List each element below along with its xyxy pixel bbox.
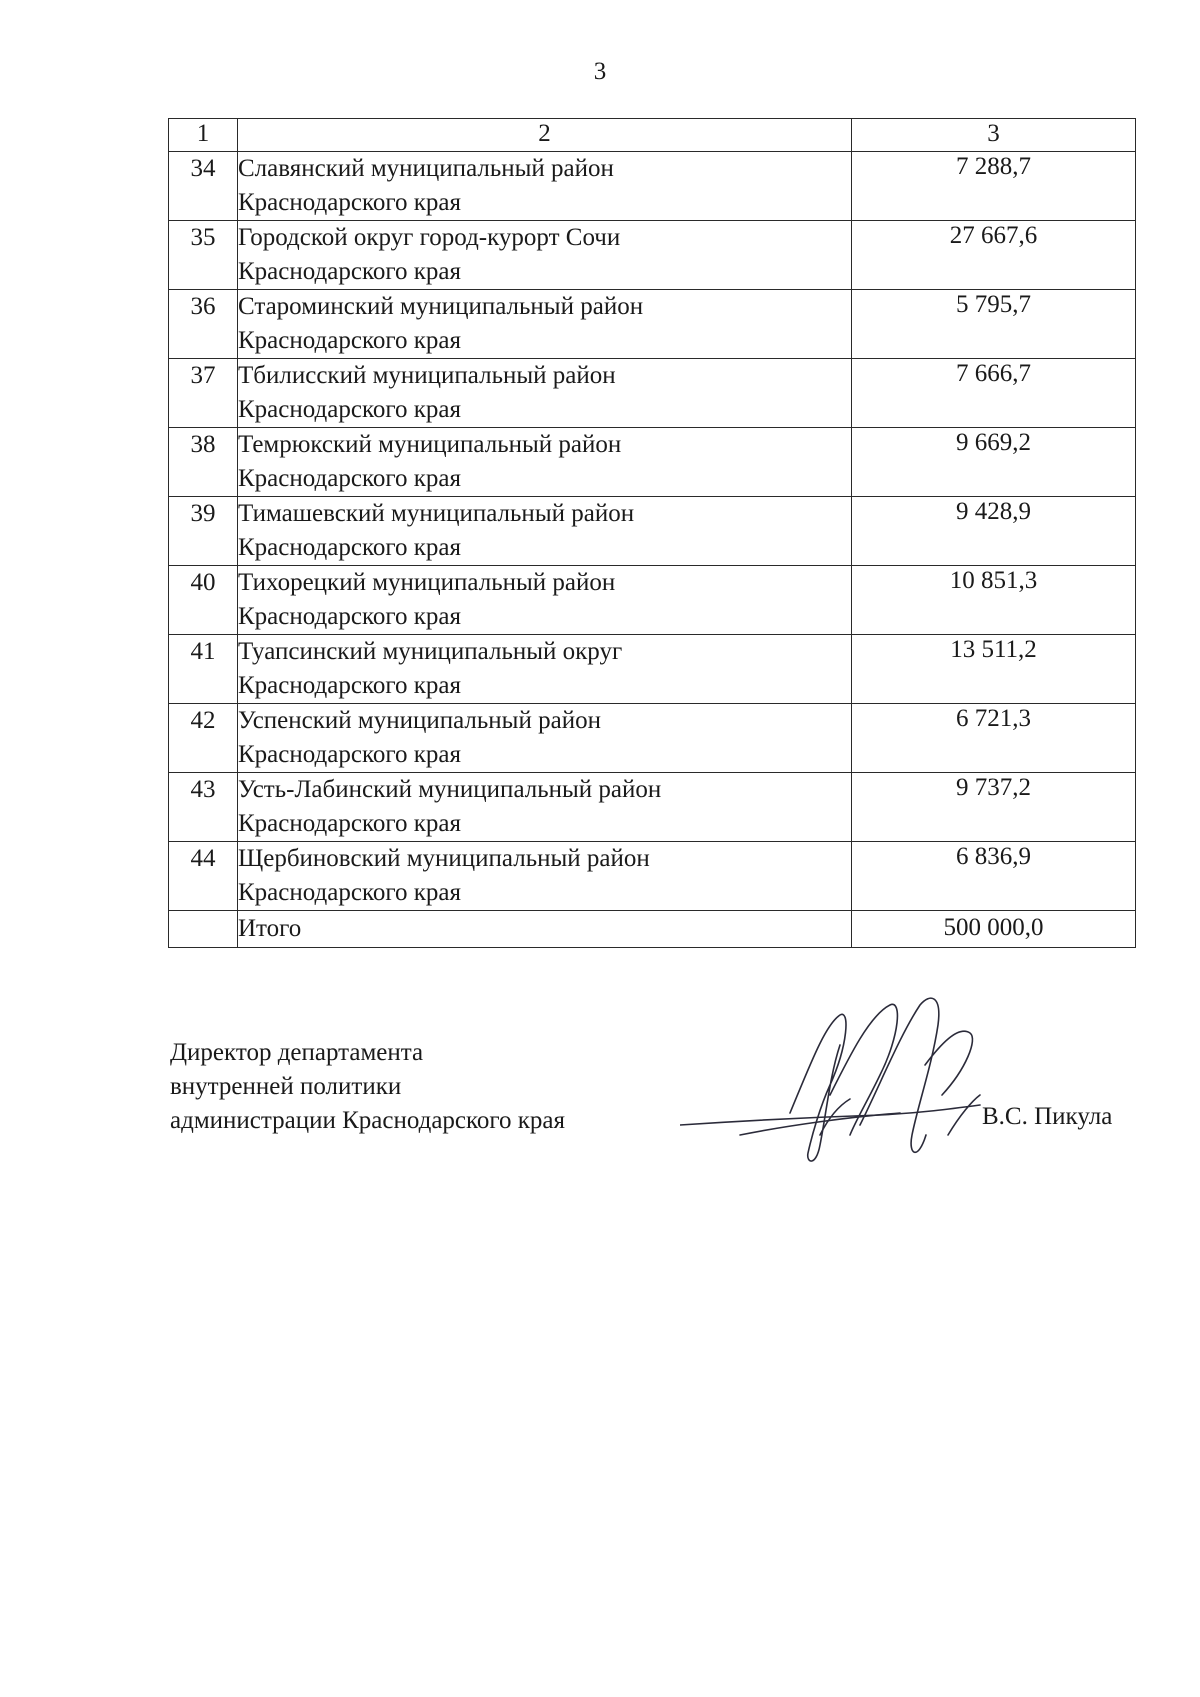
allocation-amount: 5 795,7 <box>852 290 1136 359</box>
municipality-name <box>238 842 852 911</box>
municipality-name-line: Туапсинский муниципальный округ <box>238 638 623 665</box>
municipality-name-line: Староминский муниципальный район <box>238 293 644 320</box>
allocation-amount: 7 288,7 <box>852 152 1136 221</box>
row-number: 41 <box>169 635 238 704</box>
row-number: 35 <box>169 221 238 290</box>
total-row <box>169 911 1136 948</box>
table-row <box>169 359 1136 428</box>
row-number: 36 <box>169 290 238 359</box>
municipality-name <box>238 497 852 566</box>
allocation-amount: 9 428,9 <box>852 497 1136 566</box>
municipality-name-line: Тихорецкий муниципальный район <box>238 569 616 596</box>
municipality-region-line: Краснодарского края <box>238 603 461 630</box>
row-number: 34 <box>169 152 238 221</box>
table-header-row <box>169 119 1136 152</box>
total-empty-cell <box>169 911 238 948</box>
table-row <box>169 566 1136 635</box>
table-row <box>169 704 1136 773</box>
row-number: 42 <box>169 704 238 773</box>
table-row <box>169 428 1136 497</box>
header-cell-1: 1 <box>169 119 238 152</box>
allocation-amount: 13 511,2 <box>852 635 1136 704</box>
table-row <box>169 773 1136 842</box>
municipality-region-line: Краснодарского края <box>238 189 461 216</box>
municipality-name-line: Щербиновский муниципальный район <box>238 845 650 872</box>
municipality-name <box>238 152 852 221</box>
municipality-region-line: Краснодарского края <box>238 879 461 906</box>
row-number: 44 <box>169 842 238 911</box>
table-row <box>169 290 1136 359</box>
handwritten-signature-icon <box>680 985 1000 1185</box>
municipality-region-line: Краснодарского края <box>238 672 461 699</box>
municipality-name <box>238 359 852 428</box>
municipality-name <box>238 221 852 290</box>
municipality-region-line: Краснодарского края <box>238 396 461 423</box>
municipality-name <box>238 290 852 359</box>
allocation-amount: 10 851,3 <box>852 566 1136 635</box>
municipality-name <box>238 428 852 497</box>
page-number: 3 <box>593 58 607 85</box>
municipality-name <box>238 635 852 704</box>
row-number: 37 <box>169 359 238 428</box>
total-amount: 500 000,0 <box>852 911 1136 948</box>
table-row <box>169 221 1136 290</box>
municipality-region-line: Краснодарского края <box>238 741 461 768</box>
municipality-name <box>238 704 852 773</box>
municipality-name <box>238 773 852 842</box>
municipality-region-line: Краснодарского края <box>238 465 461 492</box>
allocation-table <box>168 118 1136 948</box>
signatory-position <box>170 1036 565 1138</box>
allocation-amount: 27 667,6 <box>852 221 1136 290</box>
allocation-amount: 6 836,9 <box>852 842 1136 911</box>
row-number: 38 <box>169 428 238 497</box>
total-label: Итого <box>238 911 852 948</box>
municipality-name-line: Усть-Лабинский муниципальный район <box>238 776 662 803</box>
municipality-region-line: Краснодарского края <box>238 327 461 354</box>
municipality-name <box>238 566 852 635</box>
position-line: администрации Краснодарского края <box>170 1107 566 1134</box>
table-row <box>169 497 1136 566</box>
header-cell-3: 3 <box>852 119 1136 152</box>
allocation-amount: 9 737,2 <box>852 773 1136 842</box>
municipality-name-line: Славянский муниципальный район <box>238 155 614 182</box>
allocation-amount: 6 721,3 <box>852 704 1136 773</box>
municipality-name-line: Тимашевский муниципальный район <box>238 500 635 527</box>
allocation-amount: 9 669,2 <box>852 428 1136 497</box>
allocation-amount: 7 666,7 <box>852 359 1136 428</box>
row-number: 40 <box>169 566 238 635</box>
signer-name: В.С. Пикула <box>982 1103 1113 1130</box>
row-number: 43 <box>169 773 238 842</box>
municipality-region-line: Краснодарского края <box>238 810 461 837</box>
table-row <box>169 152 1136 221</box>
municipality-region-line: Краснодарского края <box>238 258 461 285</box>
municipality-name-line: Тбилисский муниципальный район <box>238 362 616 389</box>
municipality-name-line: Городской округ город-курорт Сочи <box>238 224 621 251</box>
municipality-name-line: Успенский муниципальный район <box>238 707 601 734</box>
municipality-name-line: Темрюкский муниципальный район <box>238 431 622 458</box>
table-row <box>169 842 1136 911</box>
table-row <box>169 635 1136 704</box>
position-line: внутренней политики <box>170 1073 402 1100</box>
position-line: Директор департамента <box>170 1039 424 1066</box>
municipality-region-line: Краснодарского края <box>238 534 461 561</box>
row-number: 39 <box>169 497 238 566</box>
header-cell-2: 2 <box>238 119 852 152</box>
